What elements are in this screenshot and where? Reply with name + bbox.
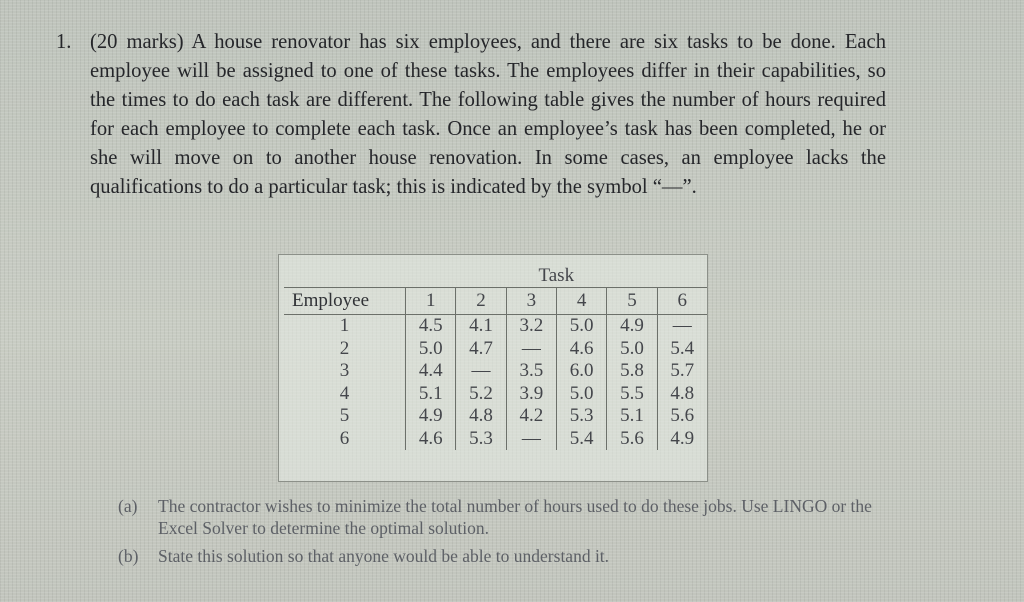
task-number: 3 bbox=[506, 288, 556, 315]
employee-header: Employee bbox=[284, 288, 406, 315]
employee-id: 2 bbox=[284, 338, 406, 361]
hours-cell: 5.1 bbox=[607, 405, 657, 428]
employee-id: 6 bbox=[284, 428, 406, 451]
hours-cell: 3.2 bbox=[506, 315, 556, 338]
part-letter: (a) bbox=[118, 496, 138, 516]
task-number-row bbox=[284, 288, 707, 315]
table-row bbox=[284, 428, 707, 451]
part-text: State this solution so that anyone would be able to understand it. bbox=[158, 546, 610, 566]
hours-cell: 5.7 bbox=[670, 360, 695, 382]
task-number: 6 bbox=[657, 288, 707, 315]
hours-cell: — bbox=[506, 338, 556, 361]
employee-id: 5 bbox=[284, 405, 406, 428]
hours-cell: 4.4 bbox=[406, 360, 456, 383]
hours-cell: 4.1 bbox=[456, 315, 506, 338]
part-b bbox=[118, 545, 878, 567]
part-text: The contractor wishes to minimize the total number of hours used to do these jobs. Use LINGO or the Excel Solver to determine the optimal solution. bbox=[158, 496, 872, 538]
hours-cell: 4.9 bbox=[670, 427, 695, 449]
part-a bbox=[118, 495, 878, 539]
hours-cell: 5.3 bbox=[456, 428, 506, 451]
task-number: 4 bbox=[556, 288, 606, 315]
hours-cell: 5.4 bbox=[556, 428, 606, 451]
hours-cell: — bbox=[456, 360, 506, 383]
hours-cell: 5.4 bbox=[670, 337, 695, 359]
table-row bbox=[284, 360, 707, 383]
employee-id: 3 bbox=[284, 360, 406, 383]
hours-cell: 5.6 bbox=[670, 405, 695, 427]
hours-cell: — bbox=[506, 428, 556, 451]
part-letter: (b) bbox=[118, 546, 139, 566]
hours-cell: 4.8 bbox=[456, 405, 506, 428]
table-row bbox=[284, 405, 707, 428]
hours-cell: 3.5 bbox=[506, 360, 556, 383]
task-number: 5 bbox=[607, 288, 657, 315]
hours-cell: 5.6 bbox=[607, 428, 657, 451]
hours-cell: 5.0 bbox=[556, 383, 606, 406]
task-number: 1 bbox=[406, 288, 456, 315]
hours-cell: 4.2 bbox=[506, 405, 556, 428]
table-row bbox=[284, 383, 707, 406]
question-parts bbox=[118, 495, 878, 573]
hours-cell: 4.6 bbox=[556, 338, 606, 361]
hours-cell: 6.0 bbox=[556, 360, 606, 383]
hours-cell: 4.7 bbox=[456, 338, 506, 361]
hours-table bbox=[278, 254, 708, 482]
table-row bbox=[284, 338, 707, 361]
hours-cell: 4.9 bbox=[607, 315, 657, 338]
hours-cell: 5.0 bbox=[406, 338, 456, 361]
hours-cell: 5.2 bbox=[456, 383, 506, 406]
question-text-block bbox=[90, 28, 886, 202]
hours-cell: 5.8 bbox=[607, 360, 657, 383]
hours-cell: — bbox=[672, 315, 692, 337]
hours-cell: 4.9 bbox=[406, 405, 456, 428]
question-1 bbox=[56, 28, 886, 202]
hours-cell: 4.6 bbox=[406, 428, 456, 451]
hours-cell: 4.5 bbox=[406, 315, 456, 338]
hours-cell: 5.1 bbox=[406, 383, 456, 406]
task-header: Task bbox=[538, 265, 575, 286]
employee-id: 1 bbox=[284, 315, 406, 338]
task-number: 2 bbox=[456, 288, 506, 315]
hours-cell: 5.5 bbox=[607, 383, 657, 406]
question-number: 1. bbox=[56, 31, 72, 53]
hours-cell: 3.9 bbox=[506, 383, 556, 406]
hours-cell: 5.3 bbox=[556, 405, 606, 428]
table-row bbox=[284, 315, 707, 338]
hours-cell: 5.0 bbox=[607, 338, 657, 361]
question-text: A house renovator has six employees, and there are six tasks to be done. Each employee will be assigned to one of these tasks. The employees differ in their capabilities, so the times to do each task are different. The following table gives the number of hours required for each employee to complete each task. Once an employee’s task has been completed, he or she will move on to another house renovation. In some cases, an employee lacks the qualifications to do a particular task; this is indicated by the symbol “—”. bbox=[90, 31, 886, 198]
marks-label: (20 marks) bbox=[90, 31, 184, 53]
hours-cell: 4.8 bbox=[670, 382, 695, 404]
employee-id: 4 bbox=[284, 383, 406, 406]
hours-cell: 5.0 bbox=[556, 315, 606, 338]
